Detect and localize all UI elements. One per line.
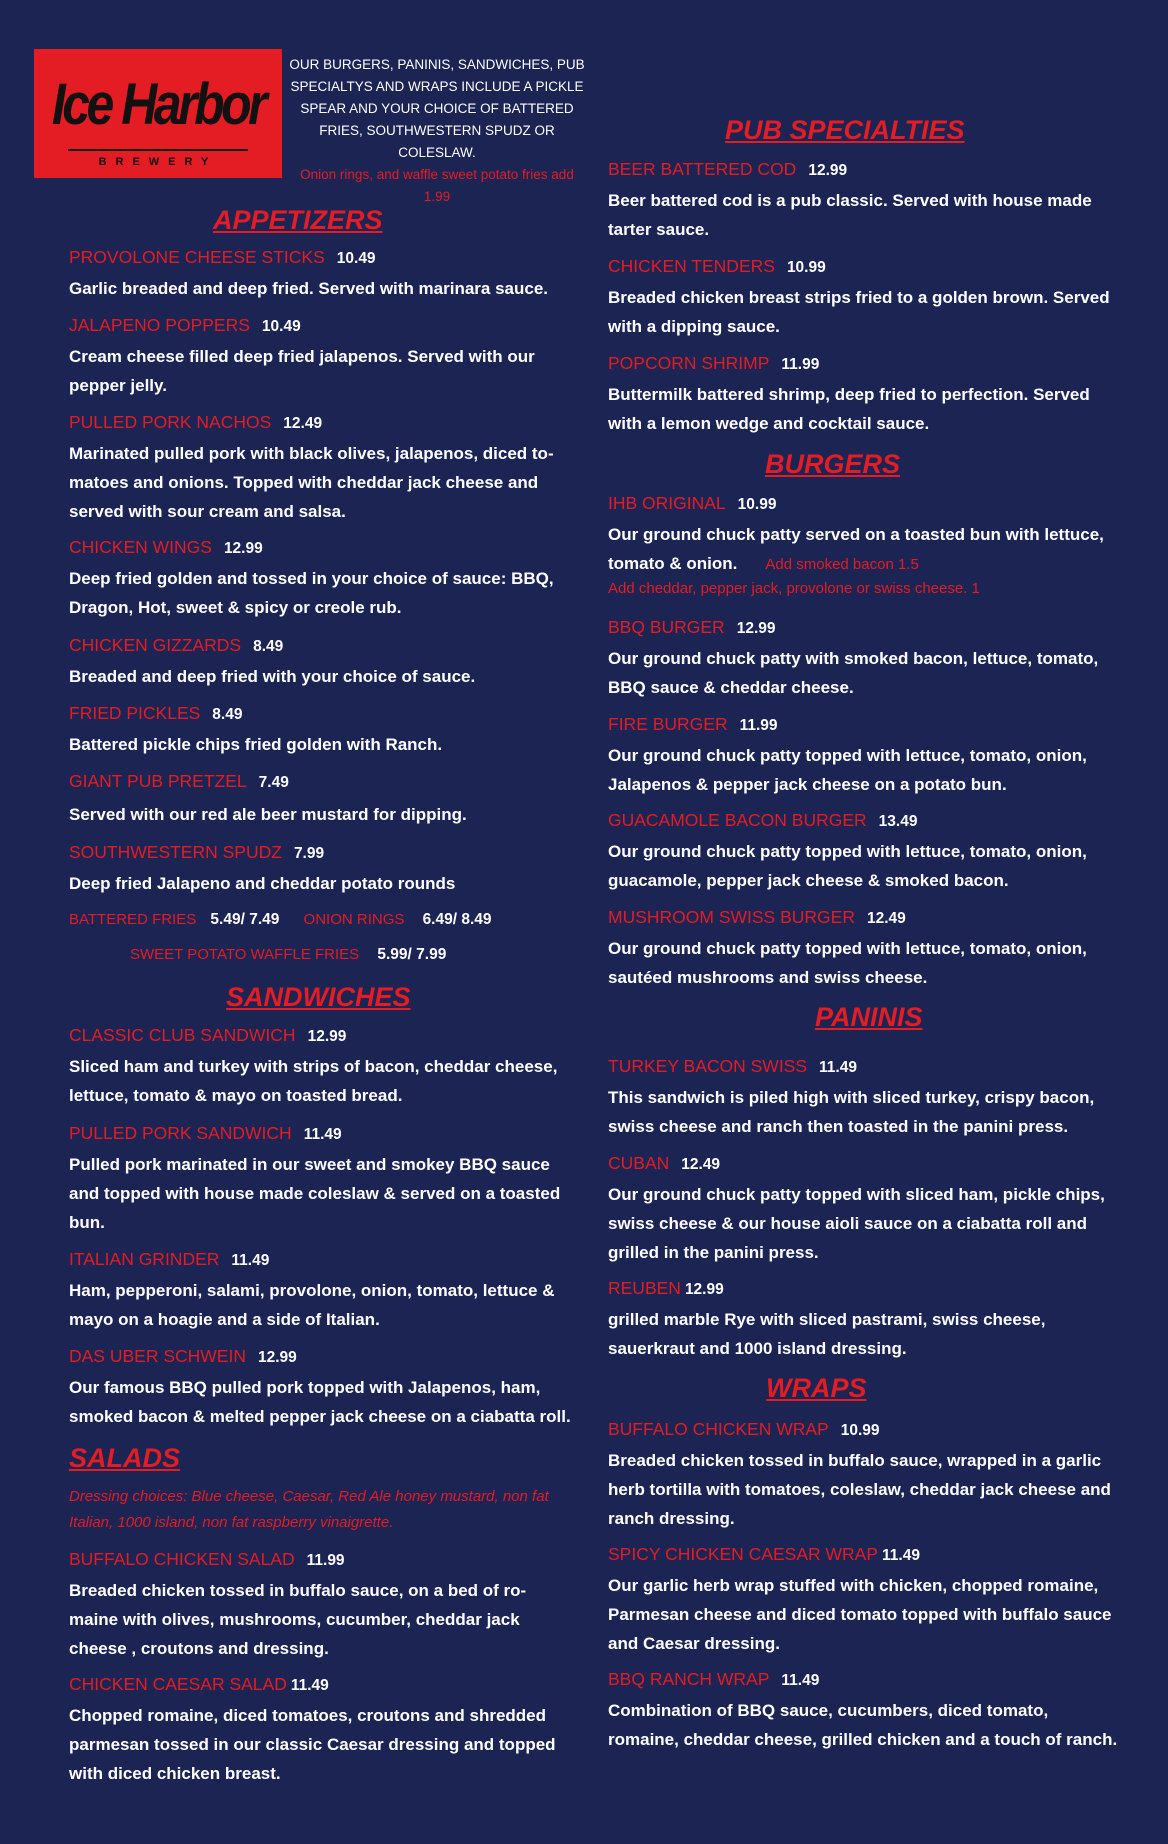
menu-item-name: SPICY CHICKEN CAESAR WRAP 11.49 — [608, 1544, 920, 1564]
menu-item-name: IHB ORIGINAL 10.99 — [608, 493, 777, 513]
menu-item-name: BUFFALO CHICKEN WRAP 10.99 — [608, 1419, 880, 1439]
cheese-addon: Add cheddar, pepper jack, provolone or swiss cheese. 1 — [608, 580, 980, 597]
menu-item-name: GUACAMOLE BACON BURGER 13.49 — [608, 810, 918, 830]
menu-item-desc: Our ground chuck patty topped with lettuce, tomato, onion, guacamole, pepper jack cheese & smoked bacon. — [608, 842, 1087, 890]
menu-item-desc: Pulled pork marinated in our sweet and smokey BBQ sauce and topped with house made coleslaw & served on a toasted bun. — [69, 1155, 561, 1232]
menu-item-name: CUBAN 12.49 — [608, 1153, 721, 1173]
appetizers-title: APPETIZERS — [213, 205, 383, 235]
wraps-title: WRAPS — [766, 1373, 867, 1403]
menu-item-name: DAS UBER SCHWEIN 12.99 — [69, 1346, 297, 1366]
header-note — [288, 54, 586, 208]
menu-item-name: SOUTHWESTERN SPUDZ 7.99 — [69, 842, 325, 862]
menu-item-desc: Our ground chuck patty topped with lettuce, tomato, onion, Jalapenos & pepper jack cheese on a potato bun. — [608, 746, 1087, 794]
brewery-logo — [34, 49, 282, 178]
menu-item-desc: Deep fried Jalapeno and cheddar potato rounds — [69, 874, 456, 893]
menu-item-desc: Deep fried golden and tossed in your choice of sauce: BBQ, Dragon, Hot, sweet & spicy or creole rub. — [69, 569, 554, 617]
menu-item-name: CHICKEN TENDERS 10.99 — [608, 256, 826, 276]
menu-item-name: TURKEY BACON SWISS 11.49 — [608, 1056, 857, 1076]
sides-line-1: BATTERED FRIES 5.49/ 7.49 ONION RINGS 6.49/ 8.49 — [69, 911, 492, 928]
menu-item-desc: Our ground chuck patty with smoked bacon, lettuce, tomato, BBQ sauce & cheddar cheese. — [608, 649, 1099, 697]
menu-item-desc: Sliced ham and turkey with strips of bacon, cheddar cheese, lettuce, tomato & mayo on toasted bread. — [69, 1057, 558, 1105]
sandwiches-title: SANDWICHES — [226, 982, 411, 1012]
menu-item-desc: Breaded and deep fried with your choice of sauce. — [69, 667, 476, 686]
menu-item-desc: Beer battered cod is a pub classic. Served with house made tarter sauce. — [608, 191, 1092, 239]
menu-item-desc: Our ground chuck patty served on a toasted bun with lettuce, tomato & onion. Add smoked bacon 1.5 — [608, 525, 1104, 573]
menu-item-name: CHICKEN WINGS 12.99 — [69, 537, 263, 557]
menu-item-name: FRIED PICKLES 8.49 — [69, 703, 243, 723]
menu-item-name: BBQ RANCH WRAP 11.49 — [608, 1669, 820, 1689]
menu-item-name: PULLED PORK NACHOS 12.49 — [69, 412, 323, 432]
sides-line-2: SWEET POTATO WAFFLE FRIES 5.99/ 7.99 — [130, 946, 447, 963]
pub-specialties-title: PUB SPECIALTIES — [725, 115, 965, 145]
menu-item-desc: Our ground chuck patty topped with lettuce, tomato, onion, sautéed mushrooms and swiss cheese. — [608, 939, 1087, 987]
menu-item-name: REUBEN 12.99 — [608, 1278, 724, 1298]
paninis-title: PANINIS — [815, 1002, 923, 1032]
menu-item-name: CHICKEN GIZZARDS 8.49 — [69, 635, 284, 655]
menu-item-name: BEER BATTERED COD 12.99 — [608, 159, 848, 179]
menu-item-desc: This sandwich is piled high with sliced turkey, crispy bacon, swiss cheese and ranch then toasted in the panini press. — [608, 1088, 1095, 1136]
menu-item-desc: Ham, pepperoni, salami, provolone, onion, tomato, lettuce & mayo on a hoagie and a side of Italian. — [69, 1281, 555, 1329]
menu-item-name: PROVOLONE CHEESE STICKS 10.49 — [69, 247, 376, 267]
header-note-text: OUR BURGERS, PANINIS, SANDWICHES, PUB SPECIALTYS AND WRAPS INCLUDE A PICKLE SPEAR AND YOUR CHOICE OF BATTERED FRIES, SOUTHWESTERN SPUDZ OR COLESLAW. — [289, 57, 585, 160]
menu-item-name: POPCORN SHRIMP 11.99 — [608, 353, 820, 373]
menu-item-desc: grilled marble Rye with sliced pastrami, swiss cheese, sauerkraut and 1000 island dressing. — [608, 1310, 1046, 1358]
menu-item-name: FIRE BURGER 11.99 — [608, 714, 778, 734]
menu-item-desc: Breaded chicken breast strips fried to a golden brown. Served with a dipping sauce. — [608, 288, 1110, 336]
menu-item-desc: Buttermilk battered shrimp, deep fried to perfection. Served with a lemon wedge and cocktail sauce. — [608, 385, 1090, 433]
bacon-addon: Add smoked bacon 1.5 — [765, 556, 919, 573]
menu-item-desc: Our ground chuck patty topped with sliced ham, pickle chips, swiss cheese & our house aioli sauce on a ciabatta roll and grilled in the panini press. — [608, 1185, 1105, 1262]
logo-divider — [68, 149, 248, 151]
menu-item-desc: Our famous BBQ pulled pork topped with Jalapenos, ham, smoked bacon & melted pepper jack cheese on a ciabatta roll. — [69, 1378, 571, 1426]
menu-item-name: CHICKEN CAESAR SALAD 11.49 — [69, 1674, 329, 1694]
burgers-title: BURGERS — [765, 449, 901, 479]
menu-item-desc: Garlic breaded and deep fried. Served with marinara sauce. — [69, 279, 549, 298]
menu-item-name: PULLED PORK SANDWICH 11.49 — [69, 1123, 342, 1143]
menu-item-name: MUSHROOM SWISS BURGER 12.49 — [608, 907, 906, 927]
menu-item-name: ITALIAN GRINDER 11.49 — [69, 1249, 270, 1269]
menu-item-desc: Battered pickle chips fried golden with Ranch. — [69, 735, 443, 754]
logo-brand: Ice Harbor — [51, 72, 265, 137]
menu-item-desc: Combination of BBQ sauce, cucumbers, diced tomato, romaine, cheddar cheese, grilled chicken and a touch of ranch. — [608, 1701, 1118, 1749]
menu-item-desc: Chopped romaine, diced tomatoes, croutons and shredded parmesan tossed in our classic Caesar dressing and topped with diced chicken breast. — [69, 1706, 556, 1783]
menu-item-name: GIANT PUB PRETZEL 7.49 — [69, 771, 289, 791]
menu-item-name: BBQ BURGER 12.99 — [608, 617, 776, 637]
menu-item-desc: Cream cheese filled deep fried jalapenos. Served with our pepper jelly. — [69, 347, 535, 395]
menu-item-desc: Served with our red ale beer mustard for dipping. — [69, 805, 467, 824]
menu-item-desc: Breaded chicken tossed in buffalo sauce, on a bed of ro-maine with olives, mushrooms, cucumber, cheddar jack cheese , croutons and dressing. — [69, 1581, 527, 1658]
menu-item-name: BUFFALO CHICKEN SALAD 11.99 — [69, 1549, 345, 1569]
menu-item-desc: Breaded chicken tossed in buffalo sauce, wrapped in a garlic herb tortilla with tomatoes, coleslaw, cheddar jack cheese and ranch dressing. — [608, 1451, 1111, 1528]
salads-title: SALADS — [69, 1443, 181, 1473]
menu-item-name: CLASSIC CLUB SANDWICH 12.99 — [69, 1025, 347, 1045]
menu-item-desc: Our garlic herb wrap stuffed with chicken, chopped romaine, Parmesan cheese and diced tomato topped with buffalo sauce and Caesar dressing. — [608, 1576, 1112, 1653]
dressing-choices: Dressing choices: Blue cheese, Caesar, Red Ale honey mustard, non fat Italian, 1000 island, non fat raspberry vinaigrette. — [69, 1488, 549, 1531]
header-note-addon: Onion rings, and waffle sweet potato fries add 1.99 — [300, 167, 574, 204]
menu-item-name: JALAPENO POPPERS 10.49 — [69, 315, 301, 335]
logo-subtitle: BREWERY — [98, 156, 218, 168]
menu-item-desc: Marinated pulled pork with black olives, jalapenos, diced to-matoes and onions. Topped with cheddar jack cheese and served with sour cream and salsa. — [69, 444, 554, 521]
